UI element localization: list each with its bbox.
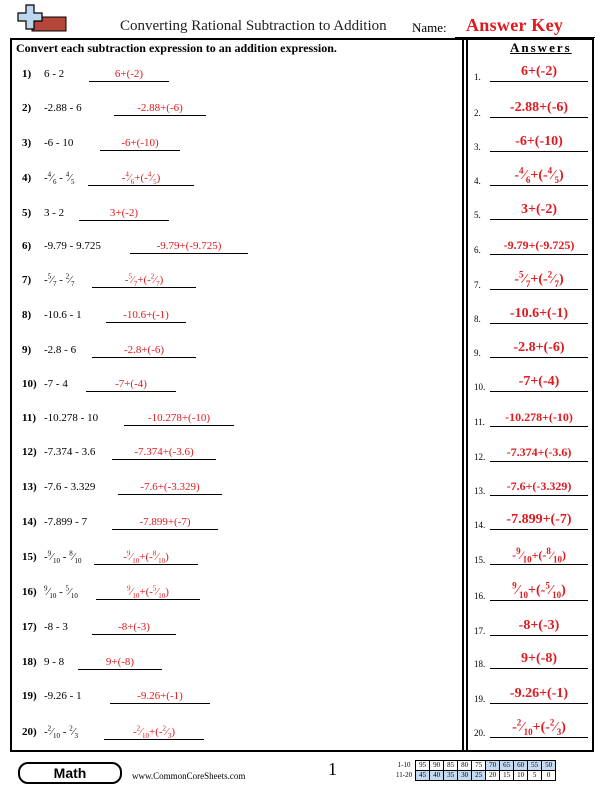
answer-blank[interactable]	[89, 81, 169, 82]
answer-blank[interactable]	[79, 220, 169, 221]
answer-key-line	[490, 668, 588, 669]
answer-key-value: -6+(-10)	[515, 134, 563, 149]
question-answer: -7.374+(-3.6)	[134, 446, 194, 458]
answer-key-value: -2.8+(-6)	[513, 340, 565, 355]
question-expression: -7.6 - 3.329	[44, 481, 96, 493]
question-expression: $-^5⁄_7$ - $^2⁄_7$	[44, 272, 75, 289]
question-row	[22, 406, 462, 426]
answer-key-line	[490, 703, 588, 704]
score-cell: 65	[500, 761, 514, 771]
answer-number: 5.	[474, 210, 481, 220]
answer-number: 16.	[474, 591, 486, 601]
answer-blank[interactable]	[94, 564, 198, 565]
answer-key-row	[474, 268, 588, 290]
answer-blank[interactable]	[86, 391, 176, 392]
answer-blank[interactable]	[104, 739, 204, 740]
answer-number: 15.	[474, 555, 486, 565]
footer	[10, 757, 600, 787]
answer-key-row	[474, 164, 588, 186]
answer-key-row	[474, 198, 588, 220]
answer-key-row	[474, 405, 588, 427]
answer-number: 12.	[474, 452, 486, 462]
question-answer: -7.899+(-7)	[139, 516, 191, 528]
answer-blank[interactable]	[100, 150, 180, 151]
answer-key-line	[490, 254, 588, 255]
question-number: 16)	[22, 586, 37, 598]
answer-blank[interactable]	[130, 253, 248, 254]
answer-key-row	[474, 716, 588, 738]
answer-key-row	[474, 233, 588, 255]
answer-key-line	[490, 461, 588, 462]
question-expression: 9 - 8	[44, 656, 65, 668]
answer-number: 14.	[474, 520, 486, 530]
question-expression: 6 - 2	[44, 68, 65, 80]
answer-number: 1.	[474, 72, 481, 82]
answer-key-line	[490, 737, 588, 738]
answer-key-value: $-^4⁄_6+(-^4⁄_5)$	[514, 165, 564, 185]
score-cell: 40	[430, 771, 444, 781]
answer-key-value: -7.6+(-3.329)	[506, 479, 572, 493]
answer-key-row	[474, 336, 588, 358]
question-row	[22, 372, 462, 392]
question-number: 17)	[22, 621, 37, 633]
answer-key-value: -2.88+(-6)	[509, 100, 569, 115]
answer-key-value: -10.278+(-10)	[505, 410, 573, 424]
answer-key-value: -8+(-3)	[518, 618, 560, 633]
question-number: 6)	[22, 240, 32, 252]
question-expression: $-^2⁄_{10}$ - $^2⁄_3$	[44, 724, 79, 741]
answer-key-value: $-^2⁄_{10}+(-^2⁄_3)$	[512, 717, 566, 737]
worksheet-title: Converting Rational Subtraction to Addition	[120, 18, 387, 34]
page-number: 1	[328, 759, 337, 779]
answer-key-label: Answer Key	[466, 15, 564, 35]
question-number: 18)	[22, 656, 37, 668]
answer-key-row	[474, 579, 588, 601]
question-row	[22, 234, 462, 254]
answer-key-line	[490, 391, 588, 392]
name-label: Name:	[412, 20, 447, 35]
question-number: 20)	[22, 726, 37, 738]
question-row	[22, 615, 462, 635]
question-answer: $-^9⁄_{10}+(-^8⁄_{10})$	[123, 549, 169, 566]
answer-key-line	[490, 495, 588, 496]
score-row	[396, 771, 556, 781]
answer-number: 2.	[474, 108, 481, 118]
answer-key-line	[490, 151, 588, 152]
question-answer: -8+(-3)	[118, 621, 150, 633]
question-expression: -9.26 - 1	[44, 690, 82, 702]
question-row	[22, 338, 462, 358]
question-number: 7)	[22, 274, 32, 286]
question-expression: -10.278 - 10	[44, 412, 99, 424]
answer-key-line	[490, 357, 588, 358]
score-range-label: 11-20	[396, 771, 413, 779]
answer-number: 4.	[474, 176, 481, 186]
question-number: 10)	[22, 378, 37, 390]
question-number: 2)	[22, 102, 32, 114]
question-row	[22, 650, 462, 670]
question-number: 11)	[22, 412, 37, 424]
answer-blank[interactable]	[114, 115, 206, 116]
answer-number: 17.	[474, 626, 486, 636]
question-answer: -10.278+(-10)	[147, 412, 211, 424]
answer-number: 19.	[474, 694, 486, 704]
question-row	[22, 475, 462, 495]
answer-number: 6.	[474, 245, 481, 255]
answer-blank[interactable]	[92, 287, 196, 288]
answer-key-line	[490, 323, 588, 324]
question-answer: $^9⁄_{10}+(-^5⁄_{10})$	[127, 584, 169, 601]
score-cell: 20	[486, 771, 500, 781]
question-row	[22, 545, 462, 565]
question-expression: -2.8 - 6	[44, 344, 77, 356]
answer-key-line	[490, 289, 588, 290]
question-answer: 9+(-8)	[105, 656, 135, 668]
answer-key-row	[474, 370, 588, 392]
score-row	[396, 761, 556, 771]
answer-number: 18.	[474, 659, 486, 669]
answer-blank[interactable]	[96, 599, 200, 600]
answer-key-line	[490, 219, 588, 220]
question-expression: -7 - 4	[44, 378, 68, 390]
instructions: Convert each subtraction expression to an addition expression.	[16, 41, 337, 55]
answer-key-line	[490, 426, 588, 427]
score-cell: 70	[486, 761, 500, 771]
question-row	[22, 684, 462, 704]
question-row	[22, 131, 462, 151]
question-row	[22, 166, 462, 186]
score-cell: 85	[444, 761, 458, 771]
answers-heading: Answers	[510, 40, 572, 55]
question-answer: -7.6+(-3.329)	[140, 481, 200, 493]
answer-key-row	[474, 96, 588, 118]
question-expression: 3 - 2	[44, 207, 65, 219]
answer-key-value: -9.26+(-1)	[509, 686, 569, 701]
answer-key-row	[474, 647, 588, 669]
score-cell: 25	[472, 771, 486, 781]
question-answer: -2.8+(-6)	[123, 344, 165, 356]
question-row	[22, 510, 462, 530]
answer-key-value: -10.6+(-1)	[509, 306, 569, 321]
answer-key-value: -7+(-4)	[518, 374, 560, 389]
answer-key-value: $-^9⁄_{10}+(-^8⁄_{10})$	[512, 546, 566, 565]
question-number: 14)	[22, 516, 37, 528]
answer-key-row	[474, 474, 588, 496]
answer-key-row	[474, 60, 588, 82]
answer-key-row	[474, 682, 588, 704]
answer-number: 3.	[474, 142, 481, 152]
answer-key-value: $^9⁄_{10}+(-^5⁄_{10})$	[512, 580, 566, 600]
answer-key-line	[490, 81, 588, 82]
question-row	[22, 440, 462, 460]
score-cell: 75	[472, 761, 486, 771]
answer-blank[interactable]	[124, 425, 234, 426]
answer-blank[interactable]	[78, 669, 162, 670]
question-row	[22, 201, 462, 221]
answer-key-line	[490, 564, 588, 565]
score-cell: 60	[514, 761, 528, 771]
question-expression: -9.79 - 9.725	[44, 240, 101, 252]
answer-key-line	[490, 529, 588, 530]
answer-number: 9.	[474, 348, 481, 358]
question-answer: -7+(-4)	[115, 378, 147, 390]
answer-key-row	[474, 614, 588, 636]
answer-key-value: $-^5⁄_7+(-^2⁄_7)$	[514, 269, 564, 289]
answer-blank[interactable]	[88, 185, 194, 186]
question-expression: -7.374 - 3.6	[44, 446, 96, 458]
question-number: 15)	[22, 551, 37, 563]
header	[0, 0, 612, 40]
answer-key-line	[490, 600, 588, 601]
score-cell: 10	[514, 771, 528, 781]
answer-blank[interactable]	[110, 703, 210, 704]
answer-column-divider	[462, 38, 468, 752]
score-range-label: 1-10	[397, 761, 411, 769]
question-answer: -2.88+(-6)	[137, 102, 183, 114]
answer-key-value: 3+(-2)	[521, 202, 557, 217]
score-cell: 50	[542, 761, 556, 771]
score-cell: 0	[542, 771, 556, 781]
question-number: 1)	[22, 68, 32, 80]
answer-blank[interactable]	[118, 494, 222, 495]
answer-key-value: -9.79+(-9.725)	[503, 238, 575, 252]
answer-key-value: -7.374+(-3.6)	[506, 445, 572, 459]
question-number: 9)	[22, 344, 32, 356]
question-answer: 6+(-2)	[114, 68, 144, 80]
question-row	[22, 580, 462, 600]
score-cell: 15	[500, 771, 514, 781]
answer-blank[interactable]	[106, 322, 186, 323]
question-number: 8)	[22, 309, 32, 321]
question-row	[22, 62, 462, 82]
answer-key-line	[490, 185, 588, 186]
answer-number: 13.	[474, 486, 486, 496]
question-expression: $^9⁄_{10}$ - $^5⁄_{10}$	[44, 584, 78, 601]
answer-key-value: 6+(-2)	[521, 64, 557, 79]
answer-number: 10.	[474, 382, 486, 392]
question-number: 12)	[22, 446, 37, 458]
score-cell: 30	[458, 771, 472, 781]
answer-key-row	[474, 508, 588, 530]
score-cell: 5	[528, 771, 542, 781]
answer-key-line	[490, 635, 588, 636]
question-answer: -9.79+(-9.725)	[156, 240, 222, 252]
question-number: 3)	[22, 137, 32, 149]
question-answer: $-^4⁄_6+(-^4⁄_5)$	[121, 170, 161, 187]
subject-badge: Math	[18, 762, 122, 784]
question-number: 19)	[22, 690, 37, 702]
question-number: 4)	[22, 172, 32, 184]
website-link[interactable]: www.CommonCoreSheets.com	[132, 771, 246, 781]
question-row	[22, 303, 462, 323]
answer-number: 7.	[474, 280, 481, 290]
answer-key-value: 9+(-8)	[521, 651, 557, 666]
question-expression: -2.88 - 6	[44, 102, 82, 114]
question-expression: -10.6 - 1	[44, 309, 82, 321]
question-expression: $-^4⁄_6$ - $^4⁄_5$	[44, 170, 75, 187]
question-expression: -7.899 - 7	[44, 516, 88, 528]
score-table	[396, 760, 556, 781]
question-expression: -8 - 3	[44, 621, 68, 633]
question-answer: -10.6+(-1)	[123, 309, 169, 321]
answer-blank[interactable]	[92, 357, 196, 358]
answer-number: 11.	[474, 417, 485, 427]
question-expression: -6 - 10	[44, 137, 74, 149]
question-row	[22, 96, 462, 116]
answer-key-row	[474, 302, 588, 324]
answer-key-row	[474, 130, 588, 152]
answer-number: 8.	[474, 314, 481, 324]
answer-number: 20.	[474, 728, 486, 738]
score-cell: 80	[458, 761, 472, 771]
question-row	[22, 720, 462, 740]
answer-blank[interactable]	[92, 634, 176, 635]
plus-ruler-logo-icon	[14, 4, 68, 34]
question-expression: $-^9⁄_{10}$ - $^8⁄_{10}$	[44, 549, 82, 566]
question-answer: -9.26+(-1)	[137, 690, 183, 702]
question-answer: $-^5⁄_7+(-^2⁄_7)$	[124, 272, 164, 289]
question-number: 13)	[22, 481, 37, 493]
question-row	[22, 268, 462, 288]
answer-key-row	[474, 543, 588, 565]
answer-key-row	[474, 440, 588, 462]
score-cell: 55	[528, 761, 542, 771]
answer-blank[interactable]	[112, 529, 218, 530]
score-cell: 90	[430, 761, 444, 771]
question-answer: $-^2⁄_{10}+(-^2⁄_3)$	[132, 724, 176, 741]
question-answer: 3+(-2)	[109, 207, 139, 219]
answer-key-line	[490, 117, 588, 118]
score-cell: 45	[416, 771, 430, 781]
question-number: 5)	[22, 207, 32, 219]
score-cell: 95	[416, 761, 430, 771]
answer-blank[interactable]	[112, 459, 216, 460]
answer-key-value: -7.899+(-7)	[506, 512, 572, 527]
score-cell: 35	[444, 771, 458, 781]
question-answer: -6+(-10)	[121, 137, 159, 149]
